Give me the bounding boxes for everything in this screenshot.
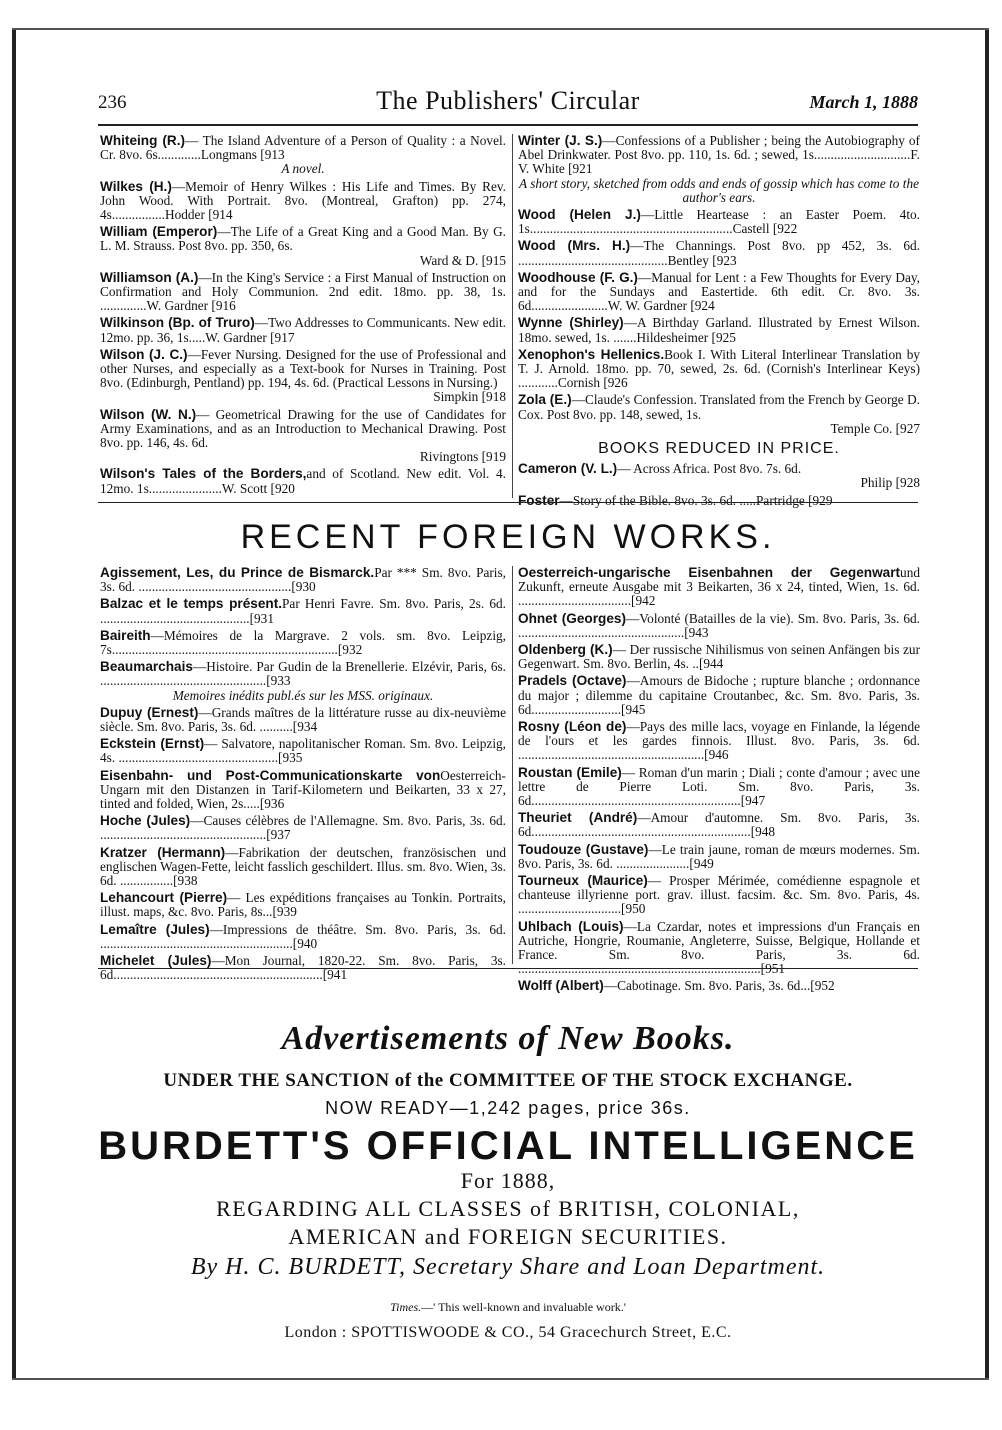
ad-quote-text: —' This well-known and invaluable work.'	[421, 1300, 626, 1314]
book-entry-author: Uhlbach (Louis)	[518, 918, 624, 934]
book-entry	[100, 846, 506, 889]
book-entry-author: Tourneux (Maurice)	[518, 873, 648, 889]
book-entry	[100, 348, 506, 405]
book-entry-description: —Amour d'automne. Sm. 8vo. Paris, 3s. 6d..................................................................[948	[518, 810, 921, 840]
book-entry-author: Wilson (W. N.)	[100, 406, 197, 422]
book-entry-description: — Les expéditions françaises au Tonkin. Portraits, illust. maps, &c. 8vo. Paris, 8s...[939	[100, 890, 506, 920]
book-entry-author: Theuriet (André)	[518, 810, 638, 826]
book-entry	[100, 923, 506, 951]
ad-sanction: UNDER THE SANCTION of the COMMITTEE OF THE STOCK EXCHANGE.	[163, 1070, 853, 1091]
book-entry-author: Toudouze (Gustave)	[518, 841, 649, 857]
section-rule	[98, 502, 918, 503]
book-entry-description: —Claude's Confession. Translated from the French by George D. Cox. Post 8vo. pp. 148, sewed, 1s.	[518, 392, 920, 422]
book-entry-author: Pradels (Octave)	[518, 673, 627, 689]
book-entry-author: Dupuy (Ernest)	[100, 704, 199, 720]
book-entry-description: —Histoire. Par Gudin de la Brenellerie. Elzévir, Paris, 6s. ..................................................[933	[100, 659, 506, 689]
book-entry-author: Lemaître (Jules)	[100, 921, 210, 937]
books-list-right	[518, 134, 920, 436]
book-entry-description: —Confessions of a Publisher ; being the Autobiography of Abel Drinkwater. Post 8vo. pp. 110, 1s. 6d. ; sewed, 1s.............................F. V. White [921	[518, 133, 920, 177]
book-entry-author: Eisenbahn- und Post-Communicationskarte von	[100, 767, 441, 783]
book-entry	[100, 629, 506, 657]
book-entry-publisher: Temple Co. [927	[830, 420, 920, 436]
book-entry-description: — Salvatore, napolitanischer Roman. Sm. 8vo. Leipzig, 4s. ................................................[935	[100, 736, 506, 766]
book-entry-note: Memoires inédits publ.és sur les MSS. originaux.	[172, 687, 434, 703]
book-entry-description: —Fever Nursing. Designed for the use of Professional and other Nurses, and especially as a Text-book for Nurses in Training. Post 8vo. (Edinburgh, Pentland) pp. 194, 4s. 6d. (Practical Lessons in Nursing.)	[100, 346, 506, 391]
book-entry-description: —Mon Journal, 1820-22. Sm. 8vo. Paris, 3s. 6d...............................................................[941	[100, 953, 506, 983]
book-entry-author: Williamson (A.)	[100, 269, 199, 285]
ad-quote	[98, 1300, 918, 1315]
book-entry	[100, 180, 506, 223]
book-entry-author: Xenophon's Hellenics.	[518, 346, 665, 362]
page-border-top	[12, 28, 989, 30]
book-entry-author: Ohnet (Georges)	[518, 610, 626, 626]
book-entry-description: —In the King's Service : a First Manual of Instruction on Confirmation and Holy Communion. 2nd edit. 18mo. pp. 38, 1s. ..............W. Gardner [916	[100, 269, 506, 314]
book-entry	[518, 271, 920, 314]
page-border-bottom	[12, 1378, 989, 1380]
book-entry-author: Wolff (Albert)	[518, 978, 604, 994]
book-entry	[518, 811, 920, 839]
ad-regarding: REGARDING ALL CLASSES of BRITISH, COLONIAL,	[216, 1196, 800, 1221]
book-entry-description: —Le train jaune, roman de mœurs modernes. Sm. 8vo. Paris, 3s. 6d. ......................[949	[518, 841, 921, 871]
book-entry-author: Rosny (Léon de)	[518, 719, 627, 735]
journal-title: The Publishers' Circular	[376, 86, 640, 115]
book-entry-author: Wilson (J. C.)	[100, 346, 188, 362]
book-entry-description: and of Scotland. New edit. Vol. 4. 12mo. 1s......................W. Scott [920	[100, 466, 506, 496]
book-entry-author: Cameron (V. L.)	[518, 461, 618, 477]
book-entry	[518, 766, 920, 809]
book-entry-description: —Volonté (Batailles de la vie). Sm. 8vo. Paris, 3s. 6d. ..................................................[943	[518, 610, 920, 640]
book-entry-publisher: Philip [928	[860, 475, 920, 491]
book-entry	[100, 408, 506, 465]
book-entry-description: —Story of the Bible. 8vo. 3s. 6d. .....Partridge [929	[559, 492, 833, 508]
book-entry	[518, 566, 920, 609]
book-entry-author: Wood (Mrs. H.)	[518, 238, 631, 254]
book-entry	[100, 814, 506, 842]
book-entry-author: William (Emperor)	[100, 224, 218, 240]
book-entry-author: Eckstein (Ernst)	[100, 736, 205, 752]
book-entry-description: — Roman d'un marin ; Diali ; conte d'amour ; avec une lettre de Pierre Loti. Sm. 8vo. Paris, 3s. 6d...............................................................[947	[518, 764, 920, 809]
books-column-right	[518, 134, 920, 511]
book-entry-note: A novel.	[281, 161, 325, 177]
book-entry-author: Oesterreich-ungarische Eisenbahnen der Gegenwart	[518, 565, 901, 580]
issue-date: March 1, 1888	[809, 92, 918, 112]
book-entry-description: —Impressions de théâtre. Sm. 8vo. Paris, 3s. 6d. ..........................................................[940	[100, 921, 506, 951]
ad-product-title: BURDETT'S OFFICIAL INTELLIGENCE	[98, 1124, 918, 1168]
book-entry-description: und Zukunft, erneute Ausgabe mit 3 Beikarten, 36 x 24, tinted, Wien, 1s. 6d. ..................................[942	[518, 565, 920, 609]
book-entry-description: Par Henri Favre. Sm. 8vo. Paris, 2s. 6d. .............................................[931	[100, 596, 506, 626]
book-entry	[518, 643, 920, 671]
book-entry-description: — Geometrical Drawing for the use of Candidates for Army Examinations, and as an Introduction to Mechanical Drawing. Post 8vo. pp. 146, 4s. 6d.	[100, 406, 506, 451]
book-entry-author: Agissement, Les, du Prince de Bismarck.	[100, 565, 375, 580]
book-entry	[100, 566, 506, 594]
book-entry-description: Par *** Sm. 8vo. Paris, 3s. 6d. ..............................................[930	[100, 565, 507, 595]
book-entry-author: Woodhouse (F. G.)	[518, 269, 638, 285]
book-entry-description: —Little Heartease : an Easter Poem. 4to. 1s.............................................................Castell [922	[518, 207, 920, 237]
book-entry-author: Hoche (Jules)	[100, 813, 191, 829]
book-entry	[100, 467, 506, 495]
book-entry	[518, 134, 920, 205]
books-column-left	[100, 134, 506, 499]
book-entry-description: —Fabrikation der deutschen, französischen und englischen Wagen-Fette, leicht fasslich geschildert. Illus. sm. 8vo. Wien, 3s. 6d. ................[938	[100, 844, 507, 889]
ad-publisher: London : SPOTTISWOODE & CO., 54 Gracechurch Street, E.C.	[284, 1324, 732, 1341]
book-entry-author: Kratzer (Hermann)	[100, 844, 226, 860]
book-entry-description: —The Channings. Post 8vo. pp 452, 3s. 6d. .............................................Bentley [923	[518, 238, 920, 268]
book-entry-description: — Prosper Mérimée, comédienne espagnole et chanteuse illyrienne port. grav. illust. facsim. &c. Sm. 8vo. Paris, 4s. ...............................[950	[518, 873, 920, 917]
running-header	[98, 86, 918, 120]
ad-quote-source: Times.	[390, 1300, 422, 1314]
book-entry-author: Lehancourt (Pierre)	[100, 890, 228, 906]
page-number: 236	[98, 92, 127, 113]
book-entry-description: —Manual for Lent : a Few Thoughts for Every Day, and for the Sundays and Eastertide. 6th edit. Cr. 8vo. 3s. 6d.......................W. W. Gardner [924	[518, 269, 921, 314]
book-entry	[100, 316, 506, 344]
book-entry	[100, 706, 506, 734]
book-entry	[518, 674, 920, 717]
book-entry-description: —Amours de Bidoche ; rupture blanche ; ordonnance du major ; dilemme du capitaine Croutanbec, &c. Sm. 8vo. Paris, 3s. 6d...........................[945	[518, 673, 920, 717]
book-entry-description: — The Island Adventure of a Person of Quality : a Novel. Cr. 8vo. 6s.............Longmans [913	[100, 133, 506, 163]
ad-author: By H. C. BURDETT, Secretary Share and Loan Department.	[190, 1254, 826, 1280]
foreign-column-left	[100, 566, 506, 985]
book-entry-description: —Two Addresses to Communicants. New edit. 12mo. pp. 36, 1s.....W. Gardner [917	[100, 315, 506, 345]
ad-ready: NOW READY—1,242 pages, price 36s.	[325, 1098, 691, 1118]
book-entry-author: Beaumarchais	[100, 659, 193, 675]
advertisements-title: Advertisements of New Books.	[281, 1020, 735, 1057]
book-entry-publisher: Rivingtons [919	[419, 449, 506, 465]
reduced-section-title: BOOKS REDUCED IN PRICE.	[598, 440, 840, 458]
book-entry	[100, 225, 506, 268]
book-entry	[518, 239, 920, 267]
book-entry	[518, 874, 920, 917]
book-entry	[518, 843, 920, 871]
book-entry-author: Wynne (Shirley)	[518, 315, 624, 331]
foreign-column-right	[518, 566, 920, 997]
book-entry-author: Wilkes (H.)	[100, 178, 172, 194]
book-entry	[100, 891, 506, 919]
foreign-works-title: RECENT FOREIGN WORKS.	[240, 518, 776, 556]
ad-year: For 1888,	[460, 1168, 556, 1193]
book-entry	[100, 769, 506, 812]
header-rule	[98, 124, 918, 126]
book-entry	[518, 393, 920, 436]
book-entry-author: Michelet (Jules)	[100, 953, 212, 969]
book-entry-publisher: Ward & D. [915	[419, 252, 506, 268]
book-entry-description: Oesterreich-Ungarn mit den Distanzen in Tarif-Kilometern und Beikarten, 33 x 27, tinted and folded, Wien, 2s.....[936	[100, 767, 506, 812]
page-border-right	[985, 30, 989, 1380]
book-entry-description: —Mémoires de la Margrave. 2 vols. sm. 8vo. Leipzig, 7s....................................................................[932	[100, 627, 506, 658]
book-entry-description: — Across Africa. Post 8vo. 7s. 6d.	[617, 461, 802, 477]
book-entry-author: Zola (E.)	[518, 392, 572, 408]
book-entry-description: — Der russische Nihilismus von seinen Anfängen bis zur Gegenwart. Sm. 8vo. Berlin, 4s. ..[944	[518, 642, 920, 672]
book-entry	[100, 660, 506, 703]
book-entry-author: Wilson's Tales of the Borders,	[100, 466, 307, 482]
ad-securities: AMERICAN and FOREIGN SECURITIES.	[288, 1224, 728, 1249]
book-entry-author: Winter (J. S.)	[518, 133, 603, 148]
book-entry	[518, 494, 920, 508]
book-entry-author: Roustan (Emile)	[518, 764, 622, 780]
foreign-bottom-rule	[98, 968, 918, 969]
book-entry-description: Book I. With Literal Interlinear Translation by T. J. Arnold. 18mo. pp. 70, sewed, 2s. 6d. (Cornish's Interlinear Keys) ............Cornish [926	[518, 346, 920, 391]
book-entry-description: —Memoir of Henry Wilkes : His Life and Times. By Rev. John Wood. With Portrait. 8vo. (Montreal, Grafton) pp. 274, 4s................Hodder [914	[100, 178, 506, 223]
book-entry	[100, 737, 506, 765]
book-entry	[518, 208, 920, 236]
book-entry-author: Baireith	[100, 627, 151, 643]
book-entry-note: A short story, sketched from odds and ends of gossip which has come to the author's ears.	[519, 175, 919, 205]
book-entry	[518, 720, 920, 763]
book-entry	[518, 348, 920, 391]
book-entry-description: —Causes célèbres de l'Allemagne. Sm. 8vo. Paris, 3s. 6d. ..................................................[937	[100, 813, 506, 843]
book-entry	[518, 612, 920, 640]
book-entry-author: Wilkinson (Bp. of Truro)	[100, 315, 255, 331]
book-entry	[518, 462, 920, 490]
book-entry	[100, 134, 506, 177]
book-entry-author: Balzac et le temps présent.	[100, 596, 283, 612]
foreign-column-divider	[512, 566, 513, 964]
book-entry-author: Wood (Helen J.)	[518, 207, 641, 223]
book-entry-description: —The Life of a Great King and a Good Man. By G. L. M. Strauss. Post 8vo. pp. 350, 6s.	[100, 224, 507, 254]
book-entry-description: —A Birthday Garland. Illustrated by Ernest Wilson. 18mo. sewed, 1s. .......Hildesheimer [925	[518, 315, 920, 345]
book-entry-author: Foster	[518, 492, 560, 508]
book-entry	[518, 316, 920, 344]
book-entry-author: Whiteing (R.)	[100, 133, 186, 148]
book-entry-author: Oldenberg (K.)	[518, 642, 613, 658]
book-entry-publisher: Simpkin [918	[433, 389, 506, 405]
book-entry-description: —Cabotinage. Sm. 8vo. Paris, 3s. 6d...[952	[603, 978, 835, 994]
column-divider	[512, 134, 513, 498]
book-entry-description: —La Czardar, notes et impressions d'un Français en Autriche, Hongrie, Roumanie, Angleterre, Suisse, Belgique, Hollande et France. Sm. 8vo. Paris, 3s. 6d. .........................................................................[951	[518, 918, 920, 977]
book-entry	[100, 597, 506, 625]
book-entry	[518, 979, 920, 993]
book-entry-description: —Pays des mille lacs, voyage en Finlande, la légende de l'ours et les gardes finnois. Illust. 8vo. Paris, 3s. 6d. ........................................................[946	[518, 719, 920, 763]
book-entry-description: —Grands maîtres de la littérature russe au dix-neuvième siècle. Sm. 8vo. Paris, 3s. 6d. ..........[934	[100, 704, 506, 735]
book-entry	[100, 271, 506, 314]
page-border-left	[12, 30, 16, 1380]
